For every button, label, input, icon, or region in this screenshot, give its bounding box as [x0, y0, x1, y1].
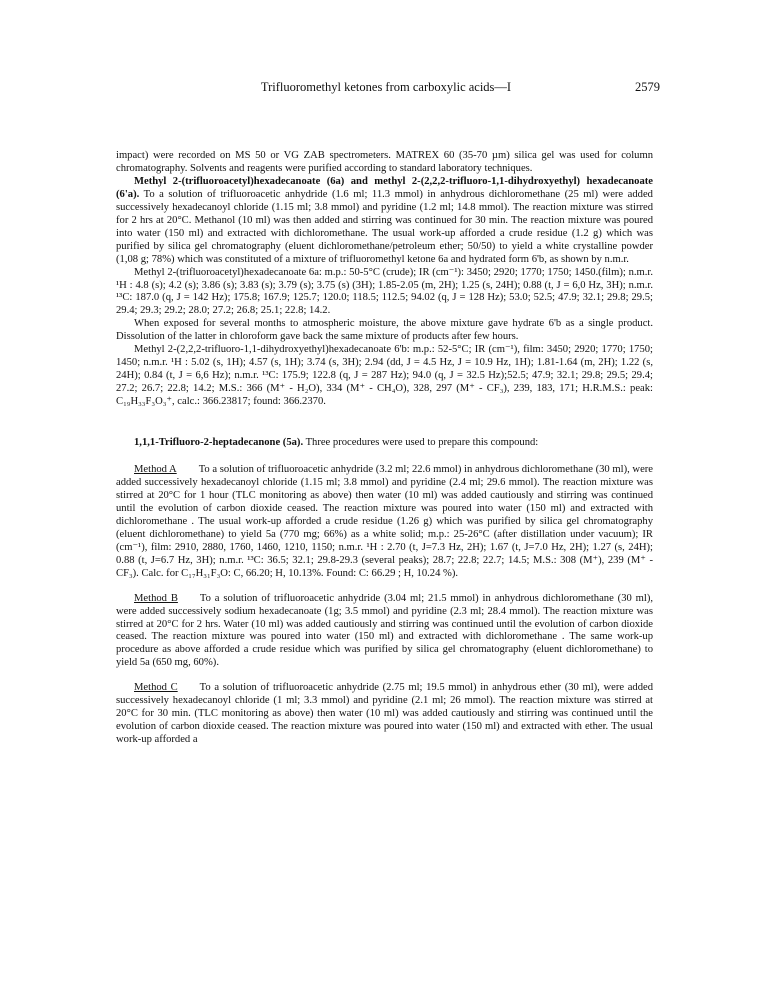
compound-6a-data: Methyl 2-(trifluoroacetyl)hexadecanoate 6a: m.p.: 50-5°C (crude); IR (cm⁻¹): 3450; 2920; 1770; 1750; 1450.(film); n.m.r. ¹H : 4.8 (s); 4.2 (s); 3.86 (s); 3.83 (s); 3.79 (s); 3.75 (s) (3H); 1.85-2.05 (m, 2H); 1.25 (s, 24H); 0.88 (t, J = 6,0 Hz, 3H); n.m.r. ¹³C: 187.0 (q, J = 142 Hz); 175.8; 167.9; 125.7; 120.0; 118.5; 112.5; 94.02 (q, J = 128 Hz); 53.0; 52.5; 47.9; 32.1; 29.8; 29.5; 29.4; 29.3; 29.2; 28.0; 27.2; 26.8; 25.1; 22.8; 14.2.	[116, 266, 653, 317]
body-text	[116, 150, 653, 747]
compound-5a-heading: 1,1,1-Trifluoro-2-heptadecanone (5a).	[134, 437, 304, 449]
hydrate-note: When exposed for several months to atmospheric moisture, the above mixture gave hydrate 6'b as a single product. Dissolution of the latter in chloroform gave back the same mixture of products after few hours.	[116, 318, 653, 343]
method-a-paragraph	[116, 464, 653, 581]
method-a-text: To a solution of trifluoroacetic anhydride (3.2 ml; 22.6 mmol) in anhydrous dichloromethane (30 ml), were added successively hexadecanoyl chloride (1.15 ml; 3.8 mmol) and pyridine (2.4 ml; 29.6 mmol). The reaction mixture was stirred at 20°C for 1 hour (TLC monitoring as above) then water (10 ml) was added cautiously and stirring was continued until the evolution of carbon dioxide ceased. The reaction mixture was poured into water (150 ml) and extracted with dichloromethane . The usual work-up afforded a crude residue (1.26 g) which was purified by silica gel chromatography (eluent dichloromethane) to yield 5a (770 mg; 66%) as a white solid; m.p.: 25-26°C (after distillation under vacuum); IR (cm⁻¹), film: 2910, 2880, 1760, 1460, 1210, 1150; n.m.r. ¹H : 2.70 (t, J=7.3 Hz, 2H); 1.67 (t, J=7.0 Hz, 2H); 1.27 (s, 24H); 0.88 (t, J=6.7 Hz, 3H); n.m.r. ¹³C: 36.5; 32.1; 29.8-29.3 (several peaks); 28.7; 22.8; 22.7; 14.5; M.S.: 308 (M⁺), 239 (M⁺ - CF₃). Calc. for C₁₇H₃₁F₃O: C, 66.20; H, 10.13%. Found: C: 66.29 ; H, 10.24 %).	[116, 464, 653, 579]
method-c-text: To a solution of trifluoroacetic anhydride (2.75 ml; 19.5 mmol) in anhydrous ether (30 ml), were added successively hexadecanoyl chloride (1 ml; 3.3 mmol) and pyridine (2.1 ml; 26 mmol). The reaction mixture was stirred at 20°C for 30 min. (TLC monitoring as above) then water (10 ml) was added cautiously and stirring was continued until the evolution of carbon dioxide ceased. The reaction mixture was poured into water (150 ml) and extracted with ether. The usual work-up afforded a	[116, 682, 653, 746]
compound-5a-intro: Three procedures were used to prepare this compound:	[305, 437, 539, 449]
compound-6b-data: Methyl 2-(2,2,2-trifluoro-1,1-dihydroxyethyl)hexadecanoate 6'b: m.p.: 52-5°C; IR (cm⁻¹), film: 3450; 2920; 1770; 1750; 1450; n.m.r. ¹H : 5.02 (s, 1H); 4.57 (s, 1H); 3.74 (s, 3H); 2.94 (dd, J = 4.5 Hz, J = 10.9 Hz, 1H); 1.81-1.64 (m, 2H); 1.22 (s, 24H); 0.84 (t, J = 6,6 Hz); n.m.r. ¹³C: 175.9; 122.8 (q, J = 287 Hz); 94.0 (q, J = 32.5 Hz);52.5; 47.9; 32.1; 29.8; 29.5; 29.4; 27.2; 26.7; 22.8; 14.2; M.S.: 366 (M⁺ - H₂O), 334 (M⁺ - CH₄O), 328, 297 (M⁺ - CF₃), 239, 183, 171; H.R.M.S.: peak: C₁₉H₃₃F₃O₃⁺, calc.: 366.23817; found: 366.2370.	[116, 344, 653, 408]
compound-6a-paragraph	[116, 176, 653, 267]
method-b-label: Method B	[134, 592, 178, 604]
intro-paragraph: impact) were recorded on MS 50 or VG ZAB spectrometers. MATREX 60 (35-70 µm) silica gel was used for column chromatography. Solvents and reagents were purified according to standard laboratory techniques.	[116, 150, 653, 174]
page-number: 2579	[635, 80, 660, 94]
method-a-label: Method A	[134, 464, 177, 476]
running-title: Trifluoromethyl ketones from carboxylic acids—I	[260, 80, 512, 94]
method-b-text: To a solution of trifluoroacetic anhydride (3.04 ml; 21.5 mmol) in anhydrous dichloromethane (30 ml), were added successively sodium hexadecanoate (1g; 3.5 mmol) and pyridine (2.3 ml; 28.4 mmol). The reaction mixture was stirred at 20°C for 2 hrs. Water (10 ml) was added cautiously and stirring was continued until the evolution of carbon dioxide ceased. The reaction mixture was poured into water (150 ml) and extracted with dichloromethane . The same work-up procedure as above afforded a crude residue which was purified by silica gel chromatography (eluent dichloromethane) to yield 5a (650 mg, 60%).	[116, 592, 654, 669]
running-head	[112, 80, 660, 100]
compound-6a-procedure: To a solution of trifluoroacetic anhydride (1.6 ml; 11.3 mmol) in anhydrous dichloromethane (25 ml) were added successively hexadecanoyl chloride (1.15 ml; 3.8 mmol) and pyridine (1.2 ml; 14.8 mmol). The reaction mixture was stirred for 2 hrs at 20°C. Methanol (10 ml) was then added and stirring was continued for 30 min. The reaction mixture was poured into water (150 ml) and extracted with dichloromethane. The usual work-up afforded a crude residue (1.2 g) which was purified by silica gel chromatography (eluent dichloromethane/petroleum ether; 50/50) to yield a white crystalline powder (1,08 g; 78%) which was constituted of a mixture of trifluoromethyl ketone 6a and hydrated form 6'b, as shown by n.m.r.	[116, 188, 653, 265]
method-c-label: Method C	[134, 682, 178, 694]
method-c-paragraph	[116, 682, 653, 747]
compound-6a-heading: Methyl 2-(trifluoroacetyl)hexadecanoate (6a) and methyl 2-(2,2,2-trifluoro-1,1-dihydroxyethyl) hexadecanoate (6'a).	[116, 175, 653, 200]
method-b-paragraph	[116, 593, 653, 671]
compound-5a-paragraph	[116, 437, 653, 450]
